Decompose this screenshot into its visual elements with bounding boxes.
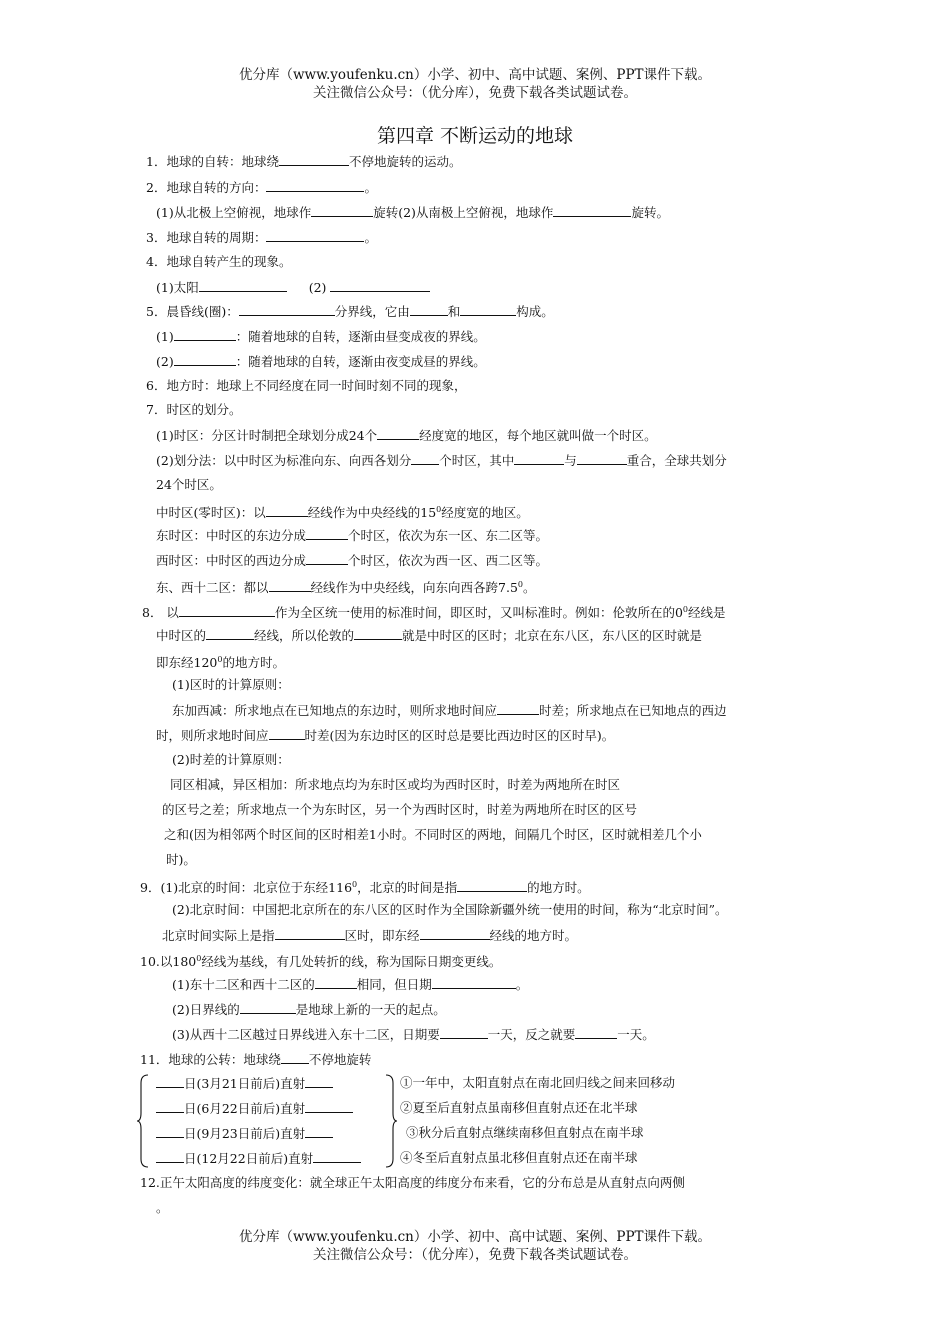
text: 2．地球自转的方向： — [146, 180, 267, 195]
text: ：随着地球的自转，逐渐由昼变成夜的界线。 — [235, 329, 486, 344]
item-5 — [146, 302, 554, 321]
blank[interactable] — [457, 878, 527, 892]
blank[interactable] — [156, 1074, 184, 1088]
text: (1) — [156, 329, 174, 344]
text: 时，则所求地时间应 — [156, 728, 269, 743]
statement-2: ②夏至后直射点虽南移但直射点还在北半球 — [400, 1100, 638, 1115]
text: 和 — [447, 304, 461, 319]
blank[interactable] — [577, 451, 627, 465]
page-title: 第四章 不断运动的地球 — [376, 125, 574, 147]
text: (1)东十二区和西十二区的 — [172, 977, 315, 992]
blank[interactable] — [497, 701, 539, 715]
blank[interactable] — [460, 302, 516, 316]
blank[interactable] — [305, 1074, 333, 1088]
text: 分界线，它由 — [334, 304, 410, 319]
text: 就是中时区的区时；北京在东八区，东八区的区时就是 — [402, 628, 703, 643]
blank[interactable] — [575, 1025, 617, 1039]
text: 旋转(2)从南极上空俯视，地球作 — [373, 205, 554, 220]
statement-1: ①一年中，太阳直射点在南北回归线之间来回移动 — [400, 1075, 676, 1090]
blank[interactable] — [311, 203, 373, 217]
blank[interactable] — [514, 451, 564, 465]
text: 。 — [523, 580, 536, 596]
blank[interactable] — [269, 726, 305, 740]
item-5-sub-1 — [156, 327, 486, 346]
blank[interactable] — [174, 352, 236, 366]
item-6: 6．地方时：地球上不同经度在同一时间时刻不同的现象， — [146, 378, 467, 393]
text: (1)太阳 — [156, 280, 199, 295]
rule-2-line-3: 之和(因为相邻两个时区间的区时相差1小时。不同时区的两地，间隔几个时区，区时就相差几个小 — [164, 827, 702, 842]
blank[interactable] — [240, 1000, 296, 1014]
text: 。 — [364, 230, 377, 245]
text: 构成。 — [516, 304, 554, 319]
blank[interactable] — [553, 203, 631, 217]
blank[interactable] — [432, 975, 516, 989]
item-10-sub-3 — [172, 1025, 655, 1044]
text: 1．地球的自转：地球绕 — [146, 154, 279, 169]
item-4-sub — [156, 278, 430, 297]
text: 。 — [515, 977, 529, 992]
text: 旋转。 — [631, 205, 669, 220]
text: 时差(因为东边时区的区时总是要比西边时区的区时早)。 — [304, 728, 615, 743]
text: 经度宽的地区，每个地区就叫做一个时区。 — [419, 428, 657, 443]
blank[interactable] — [239, 302, 335, 316]
text: 日(12月22日前后)直射 — [184, 1151, 314, 1166]
solstice-row-4 — [156, 1149, 361, 1168]
left-brace-icon — [136, 1073, 150, 1169]
item-10 — [140, 950, 501, 971]
item-12: 12.正午太阳高度的纬度变化：就全球正午太阳高度的纬度分布来看，它的分布总是从直射点向两侧 — [140, 1175, 685, 1190]
item-4: 4．地球自转产生的现象。 — [146, 254, 292, 269]
item-3 — [146, 228, 377, 247]
footer-line-1: 优分库（www.youfenku.cn）小学、初中、高中试题、案例、PPT课件下载。 — [238, 1229, 712, 1245]
text: 相同，但日期 — [356, 977, 432, 992]
zone-twelve — [156, 576, 536, 597]
degree-mark: 0 — [217, 655, 223, 664]
text: 经线作为中央经线的15 — [307, 505, 437, 521]
text: 日(6月22日前后)直射 — [184, 1101, 306, 1116]
text: (1)时区：分区计时制把全球划分成24个 — [156, 428, 378, 443]
rule-1-heading: (1)区时的计算原则： — [172, 677, 290, 692]
item-9-sub-2: (2)北京时间：中国把北京所在的东八区的区时作为全国除新疆外统一使用的时间，称为“北京时间”。 — [172, 902, 728, 917]
item-9 — [140, 876, 590, 897]
rule-2-heading: (2)时差的计算原则： — [172, 752, 290, 767]
text: 经线是 — [688, 605, 726, 621]
blank[interactable] — [330, 278, 430, 292]
item-10-sub-1 — [172, 975, 528, 994]
solstice-row-1 — [156, 1074, 333, 1093]
text: 的地方时。 — [222, 655, 285, 671]
rule-1-line-1 — [172, 701, 727, 720]
blank[interactable] — [306, 551, 348, 565]
text: 5．晨昏线(圈)： — [146, 304, 239, 319]
text: 中时区的 — [156, 628, 207, 643]
item-7-sub-2 — [156, 451, 727, 470]
blank[interactable] — [305, 1124, 333, 1138]
blank[interactable] — [306, 526, 348, 540]
blank[interactable] — [156, 1099, 184, 1113]
item-7-sub-2-cont: 24个时区。 — [156, 477, 222, 492]
text: (3)从西十二区越过日界线进入东十二区，日期要 — [172, 1027, 440, 1042]
text: 重合，全球共划分 — [626, 453, 727, 468]
text: 北京时间实际上是指 — [162, 928, 275, 943]
rule-1-line-2 — [156, 726, 614, 745]
blank[interactable] — [174, 327, 236, 341]
blank[interactable] — [266, 503, 308, 517]
blank[interactable] — [156, 1149, 184, 1163]
text: 一天。 — [617, 1027, 655, 1042]
header-line-1: 优分库（www.youfenku.cn）小学、初中、高中试题、案例、PPT课件下载。 — [238, 67, 712, 83]
text: 是地球上新的一天的起点。 — [295, 1002, 446, 1017]
page-header — [0, 66, 950, 102]
text: 经线的地方时。 — [489, 928, 578, 943]
zone-east — [156, 526, 548, 545]
zone-west — [156, 551, 548, 570]
text: 东加西减：所求地点在已知地点的东边时，则所求地时间应 — [172, 703, 498, 718]
text: 11．地球的公转：地球绕 — [140, 1052, 281, 1067]
text: 即东经120 — [156, 655, 218, 671]
blank[interactable] — [279, 152, 349, 166]
degree-mark: 0 — [196, 954, 202, 963]
blank[interactable] — [156, 1124, 184, 1138]
solstice-row-2 — [156, 1099, 353, 1118]
text: 时差；所求地点在已知地点的西边 — [539, 703, 727, 718]
text: (2) — [308, 280, 327, 295]
text: 个时区，依次为西一区、西二区等。 — [348, 553, 549, 568]
page-footer — [0, 1228, 950, 1264]
blank[interactable] — [411, 451, 439, 465]
text: 经线，所以伦敦的 — [254, 628, 355, 643]
blank[interactable] — [305, 1099, 353, 1113]
item-8-cont-1 — [156, 626, 702, 645]
text: 不停地旋转 — [308, 1052, 372, 1067]
text: 中时区(零时区)：以 — [156, 505, 266, 521]
text: ：随着地球的自转，逐渐由夜变成昼的界线。 — [235, 354, 486, 369]
item-2-sub — [156, 203, 669, 222]
blank[interactable] — [206, 626, 254, 640]
item-12-cont: 。 — [156, 1200, 169, 1215]
item-8-cont-2 — [156, 651, 285, 672]
item-10-sub-2 — [172, 1000, 446, 1019]
degree-mark: 0 — [682, 605, 688, 614]
text: 西时区：中时区的西边分成 — [156, 553, 307, 568]
text: 与 — [564, 453, 577, 468]
text: (2) — [156, 354, 174, 369]
item-7: 7．时区的划分。 — [146, 402, 242, 417]
text: (2)日界线的 — [172, 1002, 240, 1017]
text: 经线为基线，有几处转折的线，称为国际日期变更线。 — [201, 954, 502, 970]
header-line-2: 关注微信公众号：（优分库），免费下载各类试题试卷。 — [313, 85, 637, 101]
blank[interactable] — [420, 926, 490, 940]
item-5-sub-2 — [156, 352, 486, 371]
blank[interactable] — [266, 228, 364, 242]
blank[interactable] — [281, 1050, 309, 1064]
text: 3．地球自转的周期： — [146, 230, 267, 245]
text: 9．(1)北京的时间：北京位于东经116 — [140, 880, 353, 896]
item-7-sub-1 — [156, 426, 657, 445]
statement-3: ③秋分后直射点继续南移但直射点在南半球 — [406, 1125, 644, 1140]
blank[interactable] — [275, 926, 345, 940]
item-8 — [142, 601, 726, 622]
text: 东时区：中时区的东边分成 — [156, 528, 307, 543]
text: (1)从北极上空俯视，地球作 — [156, 205, 312, 220]
degree-mark: 0 — [352, 880, 358, 889]
blank[interactable] — [313, 1149, 361, 1163]
blank[interactable] — [269, 578, 311, 592]
blank[interactable] — [266, 178, 364, 192]
text: 东、西十二区：都以 — [156, 580, 269, 596]
text: 经度宽的地区。 — [441, 505, 529, 521]
right-brace-icon — [384, 1073, 398, 1169]
item-2 — [146, 178, 377, 197]
text: ，北京的时间是指 — [357, 880, 458, 896]
text: 日(3月21日前后)直射 — [184, 1076, 306, 1091]
blank[interactable] — [315, 975, 357, 989]
text: (2)划分法：以中时区为标准向东、向西各划分 — [156, 453, 412, 468]
footer-line-2: 关注微信公众号：（优分库），免费下载各类试题试卷。 — [313, 1247, 637, 1263]
rule-2-line-2: 的区号之差；所求地点一个为东时区，另一个为西时区时，时差为两地所在时区的区号 — [162, 802, 638, 817]
blank[interactable] — [354, 626, 402, 640]
text: 经线作为中央经线，向东向西各跨7.5 — [310, 580, 518, 596]
blank[interactable] — [377, 426, 419, 440]
rule-2-line-1: 同区相减，异区相加：所求地点均为东时区或均为西时区时，时差为两地所在时区 — [170, 777, 621, 792]
zone-middle — [156, 501, 529, 522]
statement-4: ④冬至后直射点虽北移但直射点还在南半球 — [400, 1150, 638, 1165]
text: 8． 以 — [142, 605, 179, 621]
blank[interactable] — [410, 302, 448, 316]
solstice-row-3 — [156, 1124, 333, 1143]
text: 不停地旋转的运动。 — [348, 154, 462, 169]
text: 的地方时。 — [527, 880, 590, 896]
text: 。 — [364, 180, 377, 195]
text: 个时区，依次为东一区、东二区等。 — [348, 528, 549, 543]
text: 10.以180 — [140, 954, 197, 970]
text: 作为全区统一使用的标准时间，即区时，又叫标准时。例如：伦敦所在的0 — [274, 605, 683, 621]
text: 一天，反之就要 — [487, 1027, 576, 1042]
text: 区时，即东经 — [344, 928, 420, 943]
rule-2-line-4: 时)。 — [166, 852, 196, 867]
text: 日(9月23日前后)直射 — [184, 1126, 306, 1141]
blank[interactable] — [440, 1025, 488, 1039]
item-11 — [140, 1050, 371, 1069]
blank[interactable] — [199, 278, 287, 292]
blank[interactable] — [179, 603, 275, 617]
text: 个时区，其中 — [439, 453, 515, 468]
degree-mark: 0 — [436, 505, 442, 514]
degree-mark: 0 — [517, 580, 523, 589]
item-1 — [146, 152, 461, 171]
item-9-sub-2-cont — [162, 926, 577, 945]
